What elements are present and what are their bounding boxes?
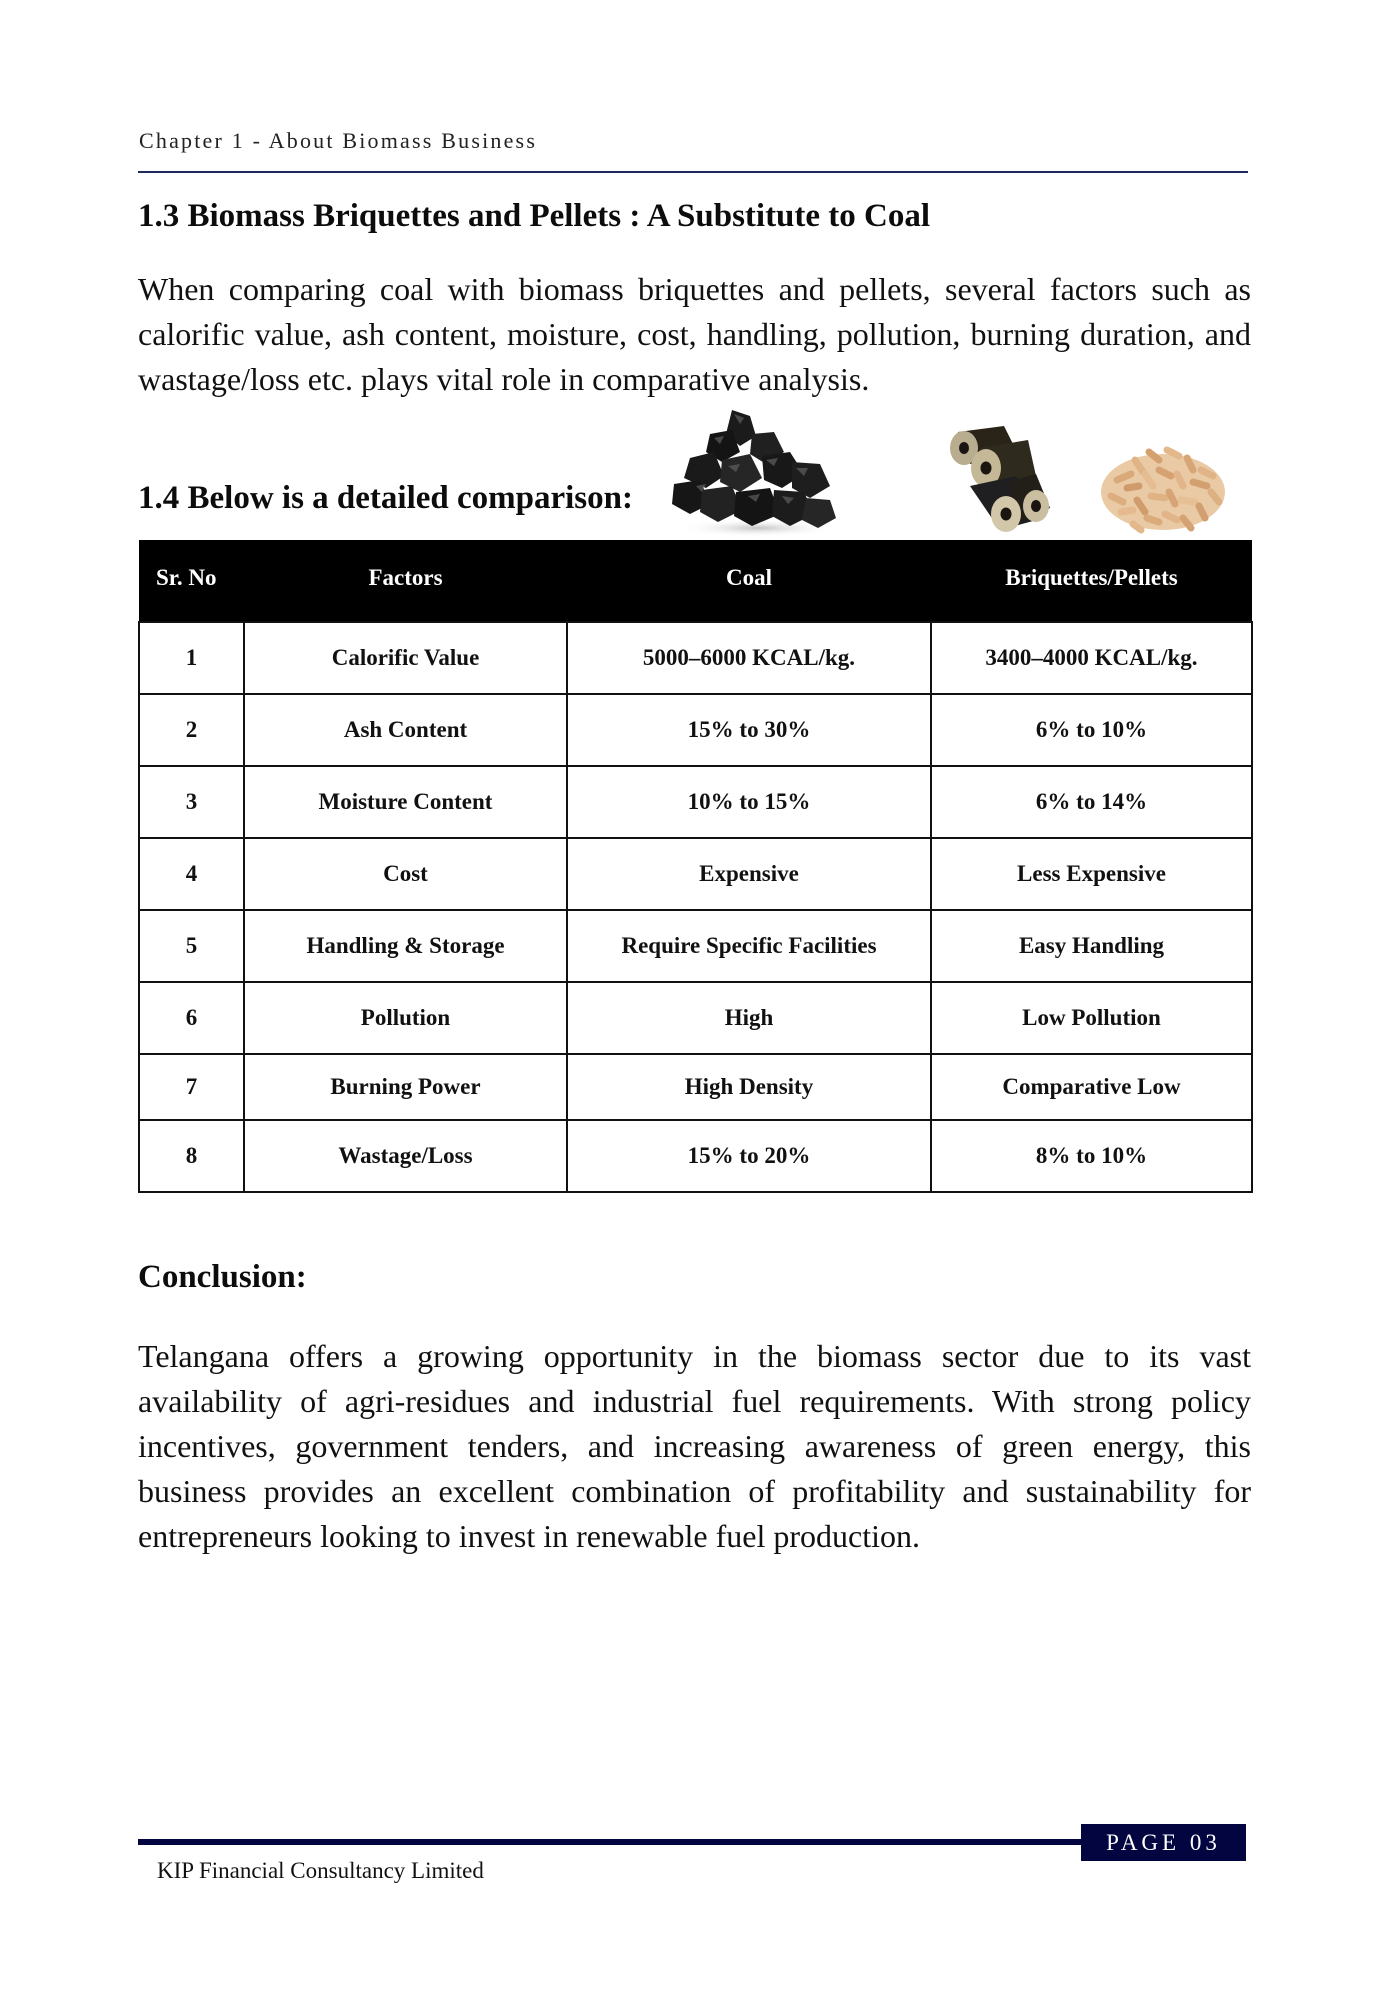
- cell-factor: Wastage/Loss: [244, 1120, 567, 1192]
- header-coal: Coal: [567, 540, 931, 622]
- cell-biomass: Comparative Low: [931, 1054, 1252, 1120]
- pellets-image: [1097, 430, 1229, 536]
- cell-coal: Expensive: [567, 838, 931, 910]
- table-header-row: [139, 540, 1252, 622]
- comparison-table: [138, 540, 1253, 1193]
- cell-factor: Burning Power: [244, 1054, 567, 1120]
- table-row: [139, 910, 1252, 982]
- section-heading-1-3: 1.3 Biomass Briquettes and Pellets : A Substitute to Coal: [138, 198, 931, 234]
- running-header: Chapter 1 - About Biomass Business: [139, 128, 538, 153]
- cell-sr: 3: [139, 766, 244, 838]
- header-briquettes-pellets: Briquettes/Pellets: [931, 540, 1252, 622]
- cell-biomass: 6% to 14%: [931, 766, 1252, 838]
- cell-sr: 4: [139, 838, 244, 910]
- briquettes-image: [940, 426, 1060, 534]
- cell-factor: Moisture Content: [244, 766, 567, 838]
- cell-coal: 15% to 30%: [567, 694, 931, 766]
- table-row: [139, 766, 1252, 838]
- header-factors: Factors: [244, 540, 567, 622]
- page-number-badge: PAGE 03: [1081, 1824, 1246, 1861]
- section-heading-1-4: 1.4 Below is a detailed comparison:: [138, 480, 633, 516]
- table-row: [139, 982, 1252, 1054]
- conclusion-heading: Conclusion:: [138, 1259, 307, 1295]
- cell-coal: 10% to 15%: [567, 766, 931, 838]
- cell-biomass: Easy Handling: [931, 910, 1252, 982]
- footer-divider: [138, 1839, 1083, 1845]
- table-row: [139, 694, 1252, 766]
- footer-company-name: KIP Financial Consultancy Limited: [157, 1858, 484, 1883]
- cell-sr: 8: [139, 1120, 244, 1192]
- cell-coal: High: [567, 982, 931, 1054]
- cell-biomass: 3400–4000 KCAL/kg.: [931, 622, 1252, 694]
- coal-image: [670, 406, 840, 538]
- conclusion-paragraph: Telangana offers a growing opportunity in the biomass sector due to its vast availability of agri-residues and industrial fuel requirements. With strong policy incentives, government tenders, and increasing awareness of green energy, this business provides an excellent combination of profitability and sustainability for entrepreneurs looking to invest in renewable fuel production.: [138, 1338, 1251, 1554]
- cell-factor: Ash Content: [244, 694, 567, 766]
- cell-factor: Handling & Storage: [244, 910, 567, 982]
- cell-factor: Pollution: [244, 982, 567, 1054]
- cell-biomass: 8% to 10%: [931, 1120, 1252, 1192]
- header-divider: [138, 171, 1248, 173]
- table-row: [139, 1120, 1252, 1192]
- cell-coal: Require Specific Facilities: [567, 910, 931, 982]
- cell-sr: 2: [139, 694, 244, 766]
- intro-paragraph: When comparing coal with biomass briquettes and pellets, several factors such as calorific value, ash content, moisture, cost, handling, pollution, burning duration, and wastage/loss etc. plays vital role in comparative analysis.: [138, 271, 1251, 397]
- cell-sr: 1: [139, 622, 244, 694]
- cell-coal: 15% to 20%: [567, 1120, 931, 1192]
- table-row: [139, 838, 1252, 910]
- table-row: [139, 1054, 1252, 1120]
- cell-sr: 5: [139, 910, 244, 982]
- cell-biomass: Less Expensive: [931, 838, 1252, 910]
- cell-coal: 5000–6000 KCAL/kg.: [567, 622, 931, 694]
- cell-factor: Cost: [244, 838, 567, 910]
- cell-sr: 7: [139, 1054, 244, 1120]
- cell-biomass: Low Pollution: [931, 982, 1252, 1054]
- cell-factor: Calorific Value: [244, 622, 567, 694]
- cell-sr: 6: [139, 982, 244, 1054]
- header-sr-no: Sr. No: [139, 540, 244, 622]
- table-row: [139, 622, 1252, 694]
- cell-biomass: 6% to 10%: [931, 694, 1252, 766]
- cell-coal: High Density: [567, 1054, 931, 1120]
